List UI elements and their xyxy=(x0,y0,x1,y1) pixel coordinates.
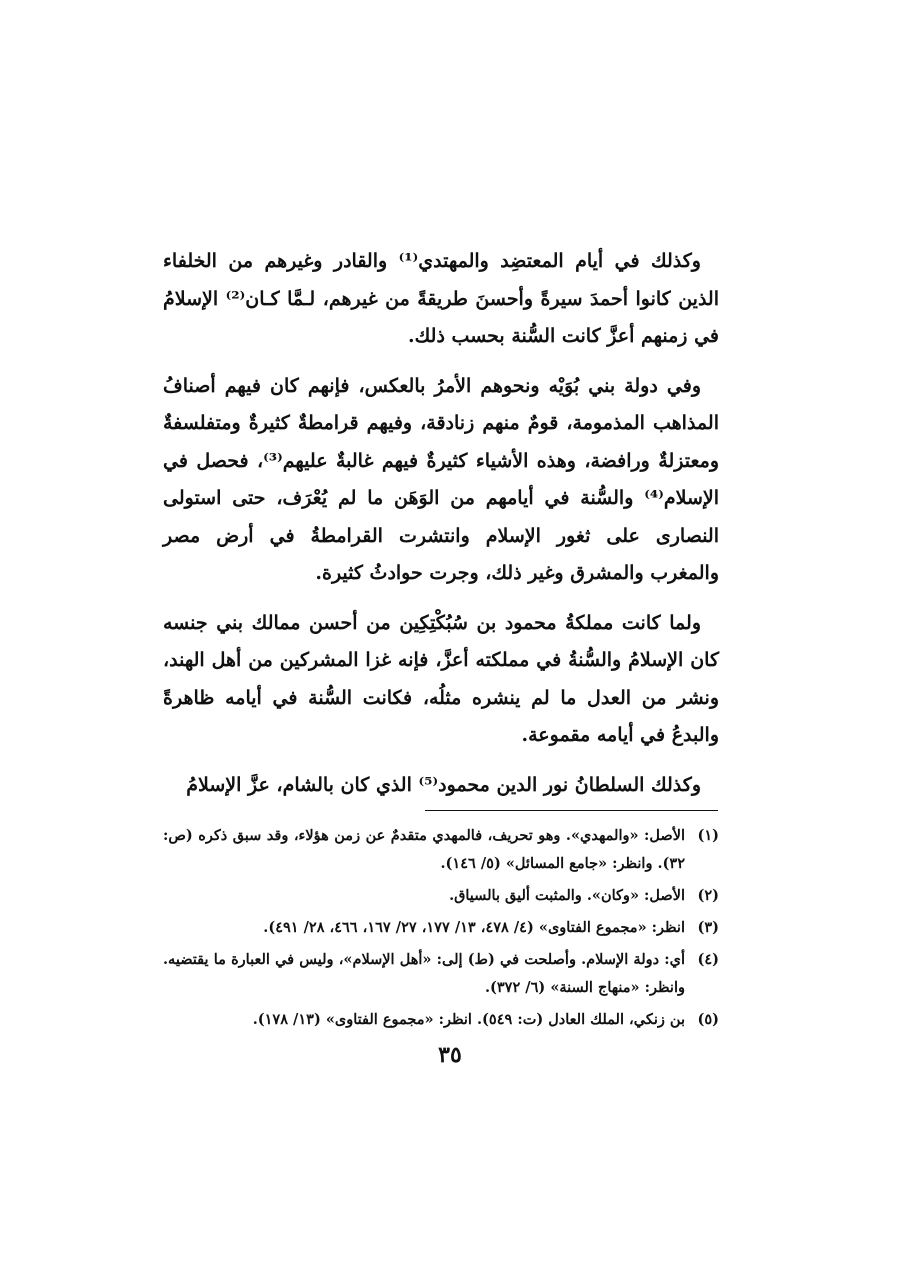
footnote-number: (٢) xyxy=(697,887,719,904)
footnote-text: الأصل: «وكان». والمثبت أليق بالسياق. xyxy=(449,887,685,904)
paragraph: وكذلك السلطانُ نور الدين محمود⁽⁵⁾ الذي كان بالشام، عزَّ الإسلامُ xyxy=(186,773,701,796)
footnote-item xyxy=(163,914,719,942)
footnote-number: (٤) xyxy=(697,951,719,968)
paragraph: وكذلك في أيام المعتضِد والمهتدي⁽¹⁾ والقادر وغيرهم من الخلفاء الذين كانوا أحمدَ سيرةً وأحسنَ طريقةً من غيرهم، لـمَّا كـان⁽²⁾ الإسلامُ في زمنهم أعزَّ كانت السُّنة بحسب ذلك. xyxy=(163,250,719,347)
footnote-item xyxy=(163,946,719,1002)
footnote-item xyxy=(163,1006,719,1034)
paragraph: ولما كانت مملكةُ محمود بن سُبُكْتِكِين من أحسن ممالك بني جنسه كان الإسلامُ والسُّنةُ في مملكته أعزَّ، فإنه غزا المشركين من أهل الهند، ونشر من العدل ما لم ينشره مثلُه، فكانت السُّنة في أيامه ظاهرةً والبدعُ في أيامه مقموعة. xyxy=(163,611,719,746)
paragraph: وفي دولة بني بُوَيْه ونحوهم الأمرُ بالعكس، فإنهم كان فيهم أصنافُ المذاهب المذمومة، قومٌ منهم زنادقة، وفيهم قرامطةٌ كثيرةٌ ومتفلسفةٌ ومعتزلةٌ ورافضة، وهذه الأشياء كثيرةٌ فيهم غالبةٌ عليهم⁽³⁾، فحصل في الإسلام⁽⁴⁾ والسُّنة في أيامهم من الوَهَن ما لم يُعْرَف، حتى استولى النصارى على ثغور الإسلام وانتشرت القرامطةُ في أرض مصر والمغرب والمشرق وغير ذلك، وجرت حوادثُ كثيرة. xyxy=(163,374,719,584)
footnote-text: انظر: «مجموع الفتاوى» (٤/ ٤٧٨، ١٣/ ١٧٧، ٢٧/ ١٦٧، ٤٦٦، ٢٨/ ٤٩١). xyxy=(263,919,685,936)
footnote-item xyxy=(163,882,719,910)
footnote-number: (٥) xyxy=(697,1011,719,1028)
main-text xyxy=(163,243,719,816)
footnote-text: بن زنكي، الملك العادل (ت: ٥٤٩). انظر: «مجموع الفتاوى» (١٣/ ١٧٨). xyxy=(252,1011,685,1028)
footnote-divider xyxy=(425,810,718,811)
page-number: ٣٥ xyxy=(438,1042,462,1068)
footnote-number: (١) xyxy=(697,827,719,844)
footnote-item xyxy=(163,822,719,878)
footnote-text: الأصل: «والمهدي». وهو تحريف، فالمهدي متقدمٌ عن زمن هؤلاء، وقد سبق ذكره (ص: ٣٢). وانظر: «جامع المسائل» (٥/ ١٤٦). xyxy=(163,827,685,872)
footnotes xyxy=(163,822,719,1038)
footnote-number: (٣) xyxy=(697,919,719,936)
footnote-text: أي: دولة الإسلام. وأصلحت في (ط) إلى: «أهل الإسلام»، وليس في العبارة ما يقتضيه. وانظر: «منهاج السنة» (٦/ ٣٧٢). xyxy=(163,951,685,996)
